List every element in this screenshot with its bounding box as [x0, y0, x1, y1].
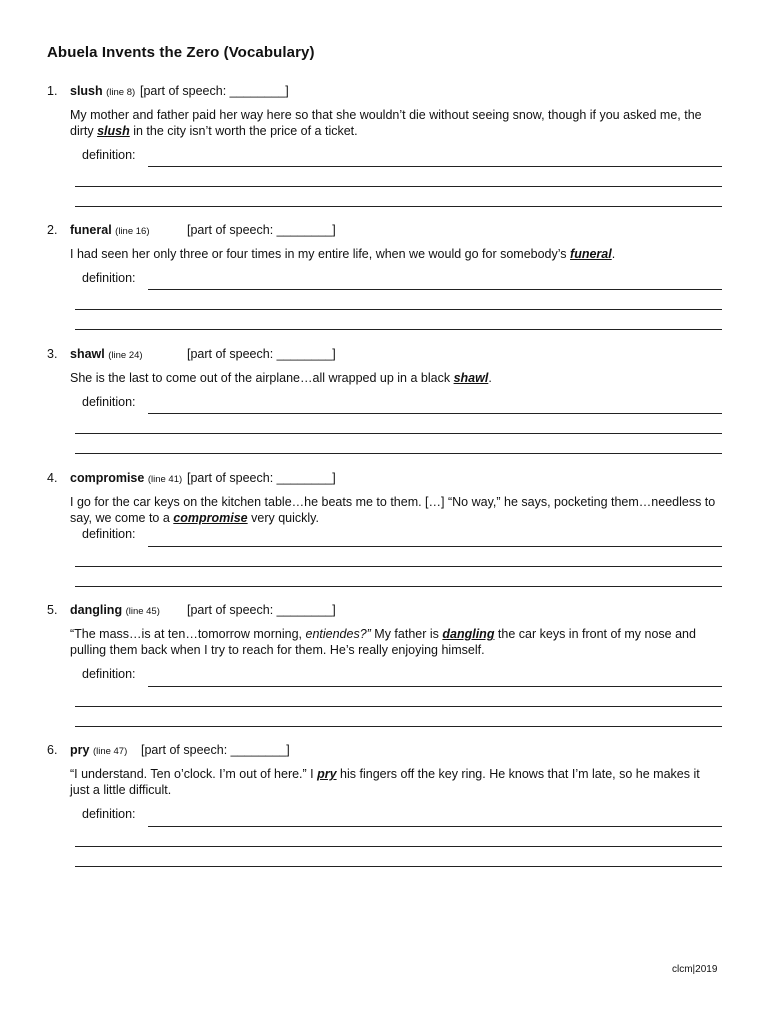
line-reference: (line 45) [125, 606, 160, 617]
vocab-word: funeral [70, 223, 112, 237]
part-of-speech-blank: [part of speech: ________] [187, 347, 336, 361]
vocab-word: pry [70, 743, 90, 757]
example-sentence: She is the last to come out of the airplane…all wrapped up in a black shawl. [70, 371, 492, 385]
vocab-word: slush [70, 84, 103, 98]
definition-line[interactable] [148, 826, 722, 827]
definition-line[interactable] [148, 289, 722, 290]
definition-line[interactable] [75, 206, 722, 207]
part-of-speech-blank: [part of speech: ________] [141, 743, 290, 757]
definition-line[interactable] [148, 546, 722, 547]
definition-line[interactable] [75, 846, 722, 847]
line-reference: (line 8) [106, 87, 136, 98]
line-reference: (line 41) [147, 474, 183, 485]
item-heading [70, 347, 143, 361]
item-number: 2. [47, 223, 58, 237]
definition-line[interactable] [75, 706, 722, 707]
definition-line[interactable] [148, 166, 722, 167]
item-heading [70, 471, 182, 485]
example-sentence: “I understand. Ten o’clock. I’m out of here.” I pry his fingers off the key ring. He knows that I’m late, so he makes it just a little difficult. [70, 767, 700, 797]
definition-line[interactable] [75, 186, 722, 187]
vocab-word: dangling [70, 603, 123, 617]
line-reference: (line 47) [92, 746, 128, 757]
part-of-speech-blank: [part of speech: ________] [187, 223, 336, 237]
line-reference: (line 16) [115, 226, 150, 237]
definition-label: definition: [82, 807, 136, 821]
definition-line[interactable] [75, 586, 722, 587]
definition-label: definition: [82, 148, 136, 162]
example-sentence: I go for the car keys on the kitchen table…he beats me to them. […] “No way,” he says, pocketing them…needless to say, we come to a compromise very quickly. [70, 495, 716, 525]
vocab-word: shawl [70, 347, 105, 361]
item-number: 5. [47, 603, 58, 617]
keyword: funeral [570, 247, 612, 261]
example-sentence: My mother and father paid her way here so that she wouldn’t die without seeing snow, though if you asked me, the dirty slush in the city isn’t worth the price of a ticket. [70, 108, 702, 138]
definition-line[interactable] [75, 726, 722, 727]
keyword: shawl [453, 371, 489, 385]
example-sentence: “The mass…is at ten…tomorrow morning, entiendes?” My father is dangling the car keys in front of my nose and pulling them back when I try to reach for them. He’s really enjoying himself. [70, 627, 696, 657]
item-heading [70, 84, 135, 98]
definition-label: definition: [82, 395, 136, 409]
keyword: dangling [442, 627, 495, 641]
item-heading [70, 223, 150, 237]
page-title: Abuela Invents the Zero (Vocabulary) [47, 44, 315, 61]
part-of-speech-blank: [part of speech: ________] [187, 603, 336, 617]
item-heading [70, 743, 127, 757]
definition-line[interactable] [75, 433, 722, 434]
line-reference: (line 24) [108, 350, 143, 361]
definition-label: definition: [82, 527, 136, 541]
keyword: slush [97, 124, 130, 138]
definition-line[interactable] [75, 329, 722, 330]
definition-line[interactable] [75, 866, 722, 867]
part-of-speech-blank: [part of speech: ________] [140, 84, 289, 98]
item-number: 6. [47, 743, 58, 757]
definition-line[interactable] [75, 453, 722, 454]
definition-label: definition: [82, 271, 136, 285]
definition-line[interactable] [75, 309, 722, 310]
keyword: pry [317, 767, 337, 781]
footer-credit: clcm|2019 [672, 964, 718, 975]
definition-label: definition: [82, 667, 136, 681]
definition-line[interactable] [148, 686, 722, 687]
item-heading [70, 603, 160, 617]
example-sentence: I had seen her only three or four times in my entire life, when we would go for somebody’s funeral. [70, 247, 616, 261]
part-of-speech-blank: [part of speech: ________] [187, 471, 336, 485]
vocab-word: compromise [70, 471, 145, 485]
item-number: 3. [47, 347, 58, 361]
item-number: 4. [47, 471, 58, 485]
definition-line[interactable] [75, 566, 722, 567]
definition-line[interactable] [148, 413, 722, 414]
item-number: 1. [47, 84, 58, 98]
keyword: compromise [173, 511, 248, 525]
